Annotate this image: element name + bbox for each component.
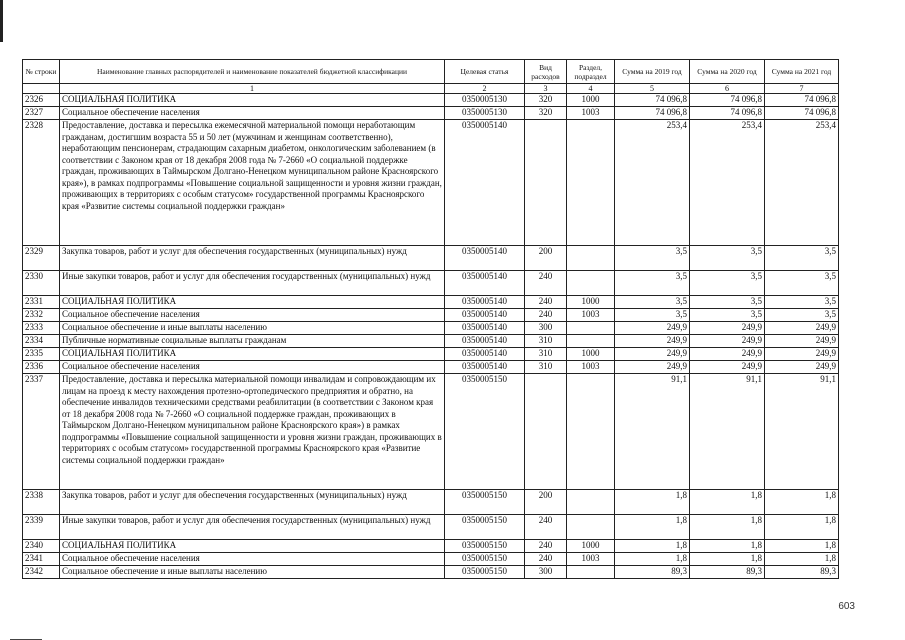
table-row bbox=[23, 246, 839, 271]
row-sum-2020: 89,3 bbox=[690, 566, 765, 579]
row-target-article: 0350005150 bbox=[445, 553, 525, 566]
header-row-number: № строки bbox=[23, 60, 60, 84]
row-target-article: 0350005140 bbox=[445, 246, 525, 271]
row-section bbox=[567, 335, 615, 348]
row-number: 2328 bbox=[23, 120, 60, 246]
row-name: Социальное обеспечение населения bbox=[60, 553, 445, 566]
table-body bbox=[23, 84, 839, 579]
row-name: Публичные нормативные социальные выплаты гражданам bbox=[60, 335, 445, 348]
page-number: 603 bbox=[838, 601, 855, 612]
row-number: 2339 bbox=[23, 515, 60, 540]
row-name: Социальное обеспечение и иные выплаты населению bbox=[60, 566, 445, 579]
row-sum-2019: 249,9 bbox=[615, 361, 690, 374]
row-number: 2334 bbox=[23, 335, 60, 348]
table-row bbox=[23, 335, 839, 348]
row-sum-2021: 249,9 bbox=[765, 335, 839, 348]
row-target-article: 0350005140 bbox=[445, 296, 525, 309]
row-section bbox=[567, 271, 615, 296]
row-sum-2021: 249,9 bbox=[765, 348, 839, 361]
row-number: 2330 bbox=[23, 271, 60, 296]
row-sum-2019: 89,3 bbox=[615, 566, 690, 579]
row-sum-2021: 74 096,8 bbox=[765, 94, 839, 107]
row-expense-type: 240 bbox=[525, 540, 567, 553]
table-row bbox=[23, 120, 839, 246]
row-sum-2019: 1,8 bbox=[615, 515, 690, 540]
row-sum-2021: 249,9 bbox=[765, 361, 839, 374]
row-section bbox=[567, 566, 615, 579]
header-name: Наименование главных распорядителей и наименование показателей бюджетной классификации bbox=[60, 60, 445, 84]
row-sum-2020: 74 096,8 bbox=[690, 94, 765, 107]
row-name: СОЦИАЛЬНАЯ ПОЛИТИКА bbox=[60, 296, 445, 309]
table-row bbox=[23, 348, 839, 361]
row-expense-type: 320 bbox=[525, 94, 567, 107]
row-sum-2020: 91,1 bbox=[690, 374, 765, 490]
column-number: 3 bbox=[525, 84, 567, 94]
row-name: Иные закупки товаров, работ и услуг для обеспечения государственных (муниципальных) нужд bbox=[60, 271, 445, 296]
row-expense-type: 300 bbox=[525, 566, 567, 579]
row-name: Предоставление, доставка и пересылка ежемесячной материальной помощи неработающим гражданам, достигшим возраста 55 и 50 лет (мужчинам и женщинам соответственно), неработающим пенсионерам, страдающим сахарным диабетом, онкологическим заболеванием (в соответствии с Законом края от 18 декабря 2008 года № 7-2660 «О социальной поддержке граждан, проживающих в Таймырском Долгано-Ненецком муниципальном районе Красноярского края»), в рамках подпрограммы «Повышение социальной защищенности и уровня жизни граждан, проживающих в территориях с особым статусом» государственной программы Красноярского края «Развитие системы социальной поддержки граждан» bbox=[60, 120, 445, 246]
table-row bbox=[23, 361, 839, 374]
row-sum-2020: 3,5 bbox=[690, 309, 765, 322]
row-number: 2331 bbox=[23, 296, 60, 309]
table-row bbox=[23, 515, 839, 540]
row-expense-type: 320 bbox=[525, 107, 567, 120]
header-target-article: Целевая статья bbox=[445, 60, 525, 84]
row-section: 1000 bbox=[567, 94, 615, 107]
row-name: Социальное обеспечение населения bbox=[60, 361, 445, 374]
row-number: 2342 bbox=[23, 566, 60, 579]
row-sum-2020: 74 096,8 bbox=[690, 107, 765, 120]
row-number: 2337 bbox=[23, 374, 60, 490]
table-row bbox=[23, 107, 839, 120]
header-section: Раздел, подраздел bbox=[567, 60, 615, 84]
row-name: СОЦИАЛЬНАЯ ПОЛИТИКА bbox=[60, 348, 445, 361]
row-section: 1000 bbox=[567, 348, 615, 361]
row-name: Социальное обеспечение населения bbox=[60, 107, 445, 120]
row-target-article: 0350005140 bbox=[445, 309, 525, 322]
table-row bbox=[23, 374, 839, 490]
row-number: 2329 bbox=[23, 246, 60, 271]
row-section: 1000 bbox=[567, 540, 615, 553]
row-number: 2335 bbox=[23, 348, 60, 361]
row-sum-2021: 1,8 bbox=[765, 515, 839, 540]
column-number-row bbox=[23, 84, 839, 94]
row-expense-type: 200 bbox=[525, 246, 567, 271]
row-number: 2336 bbox=[23, 361, 60, 374]
row-expense-type: 200 bbox=[525, 490, 567, 515]
table-row bbox=[23, 540, 839, 553]
row-sum-2021: 249,9 bbox=[765, 322, 839, 335]
header-sum-2020: Сумма на 2020 год bbox=[690, 60, 765, 84]
row-sum-2021: 253,4 bbox=[765, 120, 839, 246]
row-sum-2020: 3,5 bbox=[690, 296, 765, 309]
table-row bbox=[23, 490, 839, 515]
row-expense-type: 300 bbox=[525, 322, 567, 335]
row-number: 2332 bbox=[23, 309, 60, 322]
row-sum-2020: 3,5 bbox=[690, 246, 765, 271]
row-target-article: 0350005140 bbox=[445, 271, 525, 296]
row-sum-2021: 1,8 bbox=[765, 540, 839, 553]
column-number: 2 bbox=[445, 84, 525, 94]
column-number: 5 bbox=[615, 84, 690, 94]
row-expense-type: 310 bbox=[525, 361, 567, 374]
row-sum-2021: 3,5 bbox=[765, 246, 839, 271]
row-target-article: 0350005150 bbox=[445, 515, 525, 540]
row-target-article: 0350005150 bbox=[445, 566, 525, 579]
row-sum-2019: 249,9 bbox=[615, 322, 690, 335]
row-target-article: 0350005150 bbox=[445, 540, 525, 553]
row-number: 2326 bbox=[23, 94, 60, 107]
row-sum-2021: 1,8 bbox=[765, 553, 839, 566]
row-sum-2019: 3,5 bbox=[615, 309, 690, 322]
row-sum-2020: 1,8 bbox=[690, 540, 765, 553]
row-name: Иные закупки товаров, работ и услуг для обеспечения государственных (муниципальных) нужд bbox=[60, 515, 445, 540]
row-target-article: 0350005130 bbox=[445, 94, 525, 107]
row-sum-2021: 89,3 bbox=[765, 566, 839, 579]
table-row bbox=[23, 566, 839, 579]
row-sum-2019: 249,9 bbox=[615, 335, 690, 348]
row-expense-type: 240 bbox=[525, 553, 567, 566]
row-target-article: 0350005130 bbox=[445, 107, 525, 120]
row-number: 2340 bbox=[23, 540, 60, 553]
row-section: 1000 bbox=[567, 296, 615, 309]
column-number: 6 bbox=[690, 84, 765, 94]
row-name: Закупка товаров, работ и услуг для обеспечения государственных (муниципальных) нужд bbox=[60, 246, 445, 271]
column-number: 4 bbox=[567, 84, 615, 94]
row-name: СОЦИАЛЬНАЯ ПОЛИТИКА bbox=[60, 540, 445, 553]
row-number: 2338 bbox=[23, 490, 60, 515]
budget-table bbox=[22, 59, 839, 579]
row-name: Социальное обеспечение и иные выплаты населению bbox=[60, 322, 445, 335]
table-row bbox=[23, 296, 839, 309]
row-target-article: 0350005150 bbox=[445, 374, 525, 490]
row-sum-2019: 74 096,8 bbox=[615, 107, 690, 120]
column-number: 1 bbox=[60, 84, 445, 94]
row-target-article: 0350005150 bbox=[445, 490, 525, 515]
row-expense-type: 240 bbox=[525, 515, 567, 540]
row-expense-type: 310 bbox=[525, 348, 567, 361]
header-sum-2021: Сумма на 2021 год bbox=[765, 60, 839, 84]
row-expense-type: 240 bbox=[525, 309, 567, 322]
row-section: 1003 bbox=[567, 107, 615, 120]
row-sum-2021: 3,5 bbox=[765, 271, 839, 296]
row-section bbox=[567, 322, 615, 335]
row-section bbox=[567, 490, 615, 515]
row-sum-2020: 249,9 bbox=[690, 335, 765, 348]
row-section bbox=[567, 120, 615, 246]
row-sum-2019: 74 096,8 bbox=[615, 94, 690, 107]
row-sum-2020: 249,9 bbox=[690, 361, 765, 374]
row-number: 2333 bbox=[23, 322, 60, 335]
row-sum-2020: 3,5 bbox=[690, 271, 765, 296]
row-name: СОЦИАЛЬНАЯ ПОЛИТИКА bbox=[60, 94, 445, 107]
column-number bbox=[23, 84, 60, 94]
row-section bbox=[567, 515, 615, 540]
row-sum-2019: 1,8 bbox=[615, 540, 690, 553]
row-sum-2020: 1,8 bbox=[690, 515, 765, 540]
row-section: 1003 bbox=[567, 361, 615, 374]
row-name: Предоставление, доставка и пересылка материальной помощи инвалидам и сопровождающим их лицам на проезд к месту нахождения протезно-ортопедического предприятия и обратно, на обеспечение инвалидов техническими средствами реабилитации (в соответствии с Законом края от 18 декабря 2008 года № 7-2660 «О социальной поддержке граждан, проживающих в Таймырском Долгано-Ненецком муниципальном районе Красноярского края») в рамках подпрограммы «Повышение социальной защищенности и уровня жизни граждан, проживающих в территориях с особым статусом» государственной программы Красноярского края «Развитие системы социальной поддержки граждан» bbox=[60, 374, 445, 490]
row-sum-2019: 253,4 bbox=[615, 120, 690, 246]
table-row bbox=[23, 271, 839, 296]
row-sum-2020: 253,4 bbox=[690, 120, 765, 246]
row-target-article: 0350005140 bbox=[445, 120, 525, 246]
row-expense-type: 240 bbox=[525, 271, 567, 296]
row-name: Закупка товаров, работ и услуг для обеспечения государственных (муниципальных) нужд bbox=[60, 490, 445, 515]
row-sum-2021: 74 096,8 bbox=[765, 107, 839, 120]
row-section bbox=[567, 246, 615, 271]
row-target-article: 0350005140 bbox=[445, 322, 525, 335]
row-section: 1003 bbox=[567, 553, 615, 566]
row-sum-2019: 1,8 bbox=[615, 553, 690, 566]
row-sum-2019: 3,5 bbox=[615, 246, 690, 271]
table-row bbox=[23, 309, 839, 322]
row-sum-2019: 91,1 bbox=[615, 374, 690, 490]
row-section: 1003 bbox=[567, 309, 615, 322]
row-sum-2021: 3,5 bbox=[765, 309, 839, 322]
row-name: Социальное обеспечение населения bbox=[60, 309, 445, 322]
table-row bbox=[23, 94, 839, 107]
row-sum-2020: 1,8 bbox=[690, 490, 765, 515]
row-expense-type bbox=[525, 120, 567, 246]
table-row bbox=[23, 322, 839, 335]
header-expense-type: Вид расходов bbox=[525, 60, 567, 84]
row-target-article: 0350005140 bbox=[445, 335, 525, 348]
left-margin-rule bbox=[0, 0, 3, 42]
row-sum-2019: 249,9 bbox=[615, 348, 690, 361]
row-expense-type: 310 bbox=[525, 335, 567, 348]
row-section bbox=[567, 374, 615, 490]
row-sum-2019: 3,5 bbox=[615, 271, 690, 296]
row-number: 2327 bbox=[23, 107, 60, 120]
header-sum-2019: Сумма на 2019 год bbox=[615, 60, 690, 84]
row-expense-type bbox=[525, 374, 567, 490]
row-sum-2020: 249,9 bbox=[690, 322, 765, 335]
row-expense-type: 240 bbox=[525, 296, 567, 309]
row-sum-2019: 1,8 bbox=[615, 490, 690, 515]
row-sum-2019: 3,5 bbox=[615, 296, 690, 309]
row-sum-2020: 249,9 bbox=[690, 348, 765, 361]
table-row bbox=[23, 553, 839, 566]
row-sum-2021: 3,5 bbox=[765, 296, 839, 309]
column-number: 7 bbox=[765, 84, 839, 94]
row-sum-2021: 1,8 bbox=[765, 490, 839, 515]
row-target-article: 0350005140 bbox=[445, 348, 525, 361]
row-sum-2020: 1,8 bbox=[690, 553, 765, 566]
row-target-article: 0350005140 bbox=[445, 361, 525, 374]
table-header-row bbox=[23, 60, 839, 84]
row-sum-2021: 91,1 bbox=[765, 374, 839, 490]
row-number: 2341 bbox=[23, 553, 60, 566]
